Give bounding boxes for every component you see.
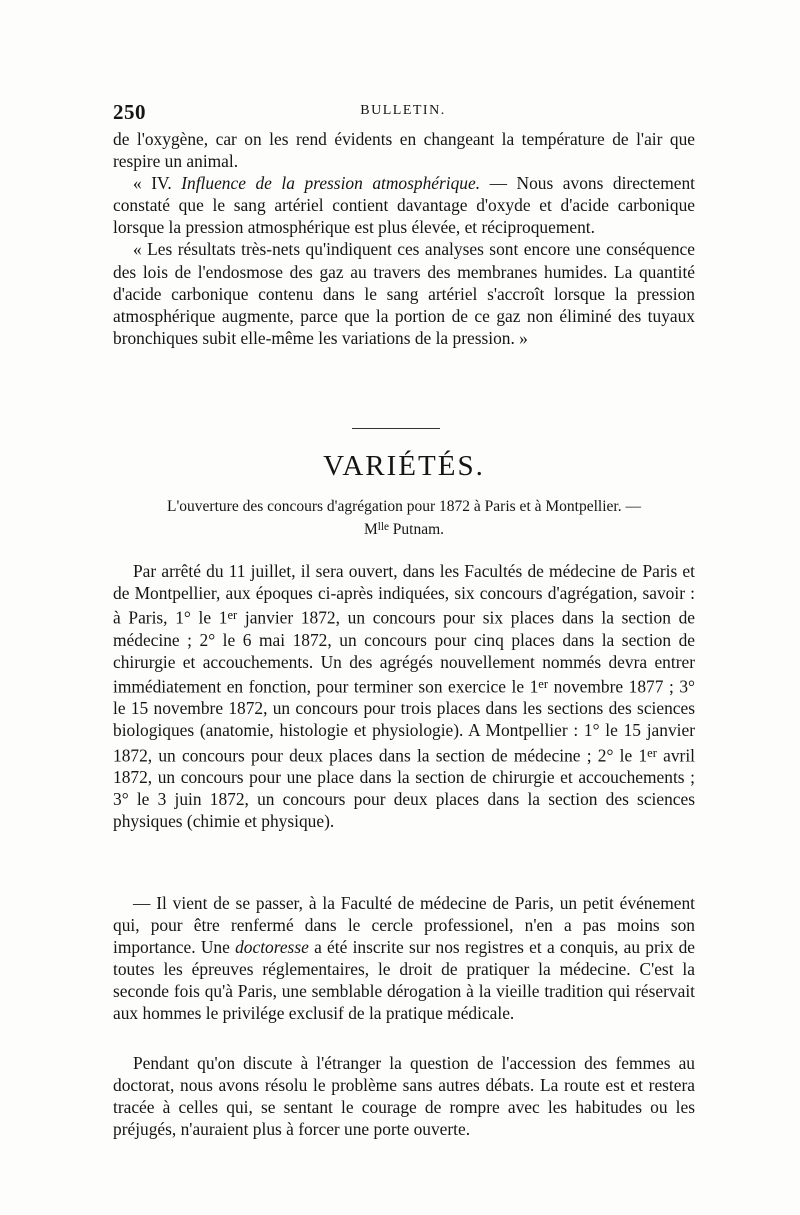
superscript: er [538,676,549,691]
paragraph-text: avril 1872, un concours pour une place dans la section de chirurgie et accouchements ; 3° le 3 juin 1872, un concours pour deux places dans la section des sciences physiques (chimie et physique). [113,744,695,832]
paragraph-text: — Nous avons directement constaté que le sang artériel contient davantage d'oxyde et d'acide carbonique lorsque la pression atmosphérique est plus élevée, et réciproquement. [113,173,695,238]
paragraph [113,560,695,832]
doctoresse-passage [113,892,695,1025]
closing-passage [113,1052,695,1140]
subtitle-prefix: M [363,520,378,538]
paragraph-italic: doctoresse [235,937,309,958]
paragraph-text: a été inscrite sur nos registres et a conquis, au prix de toutes les épreuves réglementaires, le droit de pratiquer la médecine. C'est la seconde fois qu'à Paris, une semblable dérogation à la vieille tradition qui réservait aux hommes le privilége exclusif de la pratique médicale. [113,937,695,1024]
subtitle-line [113,517,695,540]
paragraph [113,172,695,238]
paragraph-italic-heading: Influence de la pression atmosphérique. [181,173,481,194]
superscript: er [647,745,657,760]
paragraph-text: — Il vient de se passer, à la Faculté de médecine de Paris, un petit événement qui, pour être renfermé dans le cercle professionel, n'en a pas moins son importance. Une [113,893,695,958]
subtitle-name: Putnam. [392,520,445,538]
superscript: er [227,608,238,623]
subtitle-superscript: lle [377,521,389,533]
running-head [113,100,693,124]
section-subtitle [113,497,695,540]
oxygen-passage [113,128,695,349]
section-divider [352,428,440,429]
paragraph-text: Par arrêté du 11 juillet, il sera ouvert, dans les Facultés de médecine de Paris et de Montpellier, aux époques ci-après indiquées, six concours d'agrégation, savoir : à Paris, 1° le 1 [113,561,695,628]
paragraph-text: janvier 1872, un concours pour six places dans la section de médecine ; 2° le 6 mai 1872, un concours pour cinq places dans la section de chirurgie et accouchements. Un des agrégés nouvellement nommés devra entrer immédiatement en fonction, pour terminer son exercice le 1 [113,607,695,697]
subtitle-line: L'ouverture des concours d'agrégation pour 1872 à Paris et à Montpellier. — [167,498,641,515]
paragraph-prefix: « IV. [133,173,182,194]
paragraph: de l'oxygène, car on les rend évidents en changeant la température de l'air que respire un animal. [113,129,695,172]
running-title: BULLETIN. [360,103,446,118]
section-title: VARIÉTÉS. [323,450,485,482]
paragraph: « Les résultats très-nets qu'indiquent ces analyses sont encore une conséquence des lois de l'endosmose des gaz au travers des membranes humides. La quantité d'acide carbonique contenu dans le sang artériel s'accroît lorsque la pression atmosphérique augmente, parce que la portion de ce gaz non éliminé des tuyaux bronchiques subit elle-même les variations de la pression. » [113,239,695,348]
paragraph: Pendant qu'on discute à l'étranger la question de l'accession des femmes au doctorat, nous avons résolu le problème sans autres débats. La route est et restera tracée à celles qui, se sentant le courage de rompre avec les habitudes ou les préjugés, n'auraient plus à forcer une porte ouverte. [113,1053,695,1140]
paragraph [113,892,695,1025]
agregation-passage [113,560,695,832]
page-number: 250 [113,100,146,124]
paragraph-text: novembre 1877 ; 3° le 15 novembre 1872, un concours pour trois places dans les sections des sciences biologiques (anatomie, histologie et physiologie). A Montpellier : 1° le 15 janvier 1872, un concours pour deux places dans la section de médecine ; 2° le 1 [113,676,695,765]
